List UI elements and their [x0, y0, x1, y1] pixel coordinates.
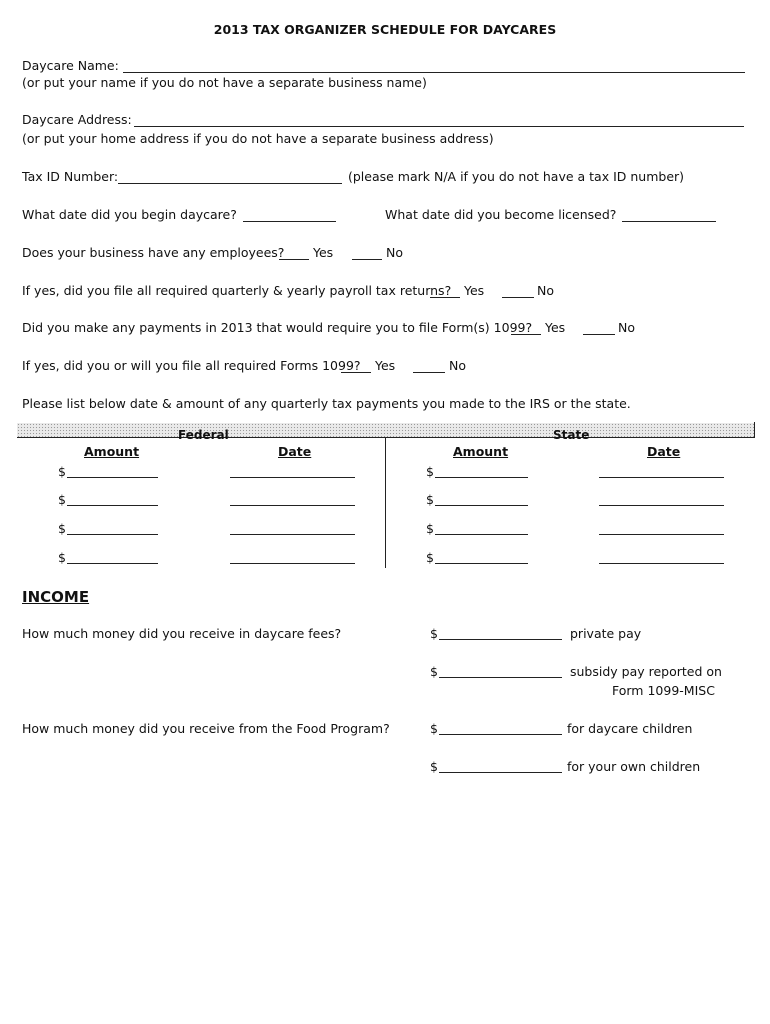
state-amount-currency-4: $ [426, 550, 434, 565]
begin-date-label: What date did you begin daycare? [22, 207, 237, 222]
form1099-yes-blank[interactable] [511, 334, 541, 335]
payroll-yes-label: Yes [464, 283, 485, 298]
income-heading: INCOME [22, 588, 90, 606]
state-date-field-2[interactable] [599, 505, 724, 506]
daycare-name-label: Daycare Name: [22, 58, 119, 73]
fees-question: How much money did you receive in daycare fees? [22, 626, 342, 641]
daycare-address-note: (or put your home address if you do not have a separate business address) [22, 131, 494, 146]
file1099-yes-blank[interactable] [341, 372, 371, 373]
form1099-yes-label: Yes [545, 320, 566, 335]
payroll-question: If yes, did you file all required quarterly & yearly payroll tax returns? [22, 283, 452, 298]
fed-amount-currency-2: $ [58, 492, 66, 507]
payroll-yes-blank[interactable] [430, 297, 460, 298]
employees-yes-blank[interactable] [279, 259, 309, 260]
state-amount-currency-1: $ [426, 464, 434, 479]
file1099-no-blank[interactable] [413, 372, 445, 373]
own-children-label: for your own children [567, 759, 701, 774]
table-right-edge [754, 422, 755, 438]
licensed-date-label: What date did you become licensed? [385, 207, 617, 222]
file1099-question: If yes, did you or will you file all required Forms 1099? [22, 358, 361, 373]
state-amount-header: Amount [453, 444, 509, 459]
subsidy-pay-field[interactable] [439, 677, 562, 678]
state-date-header: Date [647, 444, 681, 459]
subsidy-pay-currency: $ [430, 664, 438, 679]
federal-amount-header: Amount [84, 444, 140, 459]
licensed-date-field[interactable] [622, 221, 716, 222]
begin-date-field[interactable] [243, 221, 336, 222]
food-program-question: How much money did you receive from the Food Program? [22, 721, 390, 736]
daycare-children-field[interactable] [439, 734, 562, 735]
state-amount-field-4[interactable] [435, 563, 528, 564]
daycare-name-note: (or put your name if you do not have a separate business name) [22, 75, 427, 90]
table-divider [385, 438, 386, 568]
payroll-no-label: No [537, 283, 554, 298]
state-amount-field-1[interactable] [435, 477, 528, 478]
state-amount-field-2[interactable] [435, 505, 528, 506]
fed-amount-field-1[interactable] [67, 477, 158, 478]
state-amount-currency-2: $ [426, 492, 434, 507]
file1099-yes-label: Yes [375, 358, 396, 373]
subsidy-pay-form-label: Form 1099-MISC [612, 683, 715, 698]
employees-no-blank[interactable] [352, 259, 382, 260]
page-title: 2013 TAX ORGANIZER SCHEDULE FOR DAYCARES [213, 22, 557, 37]
employees-question: Does your business have any employees? [22, 245, 285, 260]
own-children-currency: $ [430, 759, 438, 774]
payments-table-header-shade [17, 423, 754, 437]
fed-date-field-4[interactable] [230, 563, 355, 564]
file1099-no-label: No [449, 358, 466, 373]
form1099-no-blank[interactable] [583, 334, 615, 335]
fed-amount-currency-4: $ [58, 550, 66, 565]
state-amount-currency-3: $ [426, 521, 434, 536]
employees-yes-label: Yes [313, 245, 334, 260]
subsidy-pay-label: subsidy pay reported on [570, 664, 722, 679]
fed-date-field-2[interactable] [230, 505, 355, 506]
fed-amount-field-3[interactable] [67, 534, 158, 535]
daycare-children-label: for daycare children [567, 721, 693, 736]
payments-instruction: Please list below date & amount of any quarterly tax payments you made to the IRS or the state. [22, 396, 631, 411]
federal-date-header: Date [278, 444, 312, 459]
private-pay-label: private pay [570, 626, 642, 641]
payroll-no-blank[interactable] [502, 297, 534, 298]
fed-amount-field-2[interactable] [67, 505, 158, 506]
tax-id-note: (please mark N/A if you do not have a tax ID number) [348, 169, 685, 184]
state-amount-field-3[interactable] [435, 534, 528, 535]
daycare-address-field[interactable] [134, 126, 744, 127]
fed-date-field-1[interactable] [230, 477, 355, 478]
state-date-field-4[interactable] [599, 563, 724, 564]
state-label: State [553, 428, 590, 442]
daycare-address-label: Daycare Address: [22, 112, 132, 127]
private-pay-currency: $ [430, 626, 438, 641]
daycare-children-currency: $ [430, 721, 438, 736]
federal-label: Federal [178, 428, 229, 442]
fed-amount-field-4[interactable] [67, 563, 158, 564]
state-date-field-3[interactable] [599, 534, 724, 535]
form1099-question: Did you make any payments in 2013 that would require you to file Form(s) 1099? [22, 320, 533, 335]
fed-date-field-3[interactable] [230, 534, 355, 535]
state-date-field-1[interactable] [599, 477, 724, 478]
private-pay-field[interactable] [439, 639, 562, 640]
tax-id-field[interactable] [118, 183, 342, 184]
fed-amount-currency-1: $ [58, 464, 66, 479]
own-children-field[interactable] [439, 772, 562, 773]
fed-amount-currency-3: $ [58, 521, 66, 536]
employees-no-label: No [386, 245, 403, 260]
daycare-name-field[interactable] [123, 72, 745, 73]
tax-id-label: Tax ID Number: [22, 169, 119, 184]
form1099-no-label: No [618, 320, 635, 335]
